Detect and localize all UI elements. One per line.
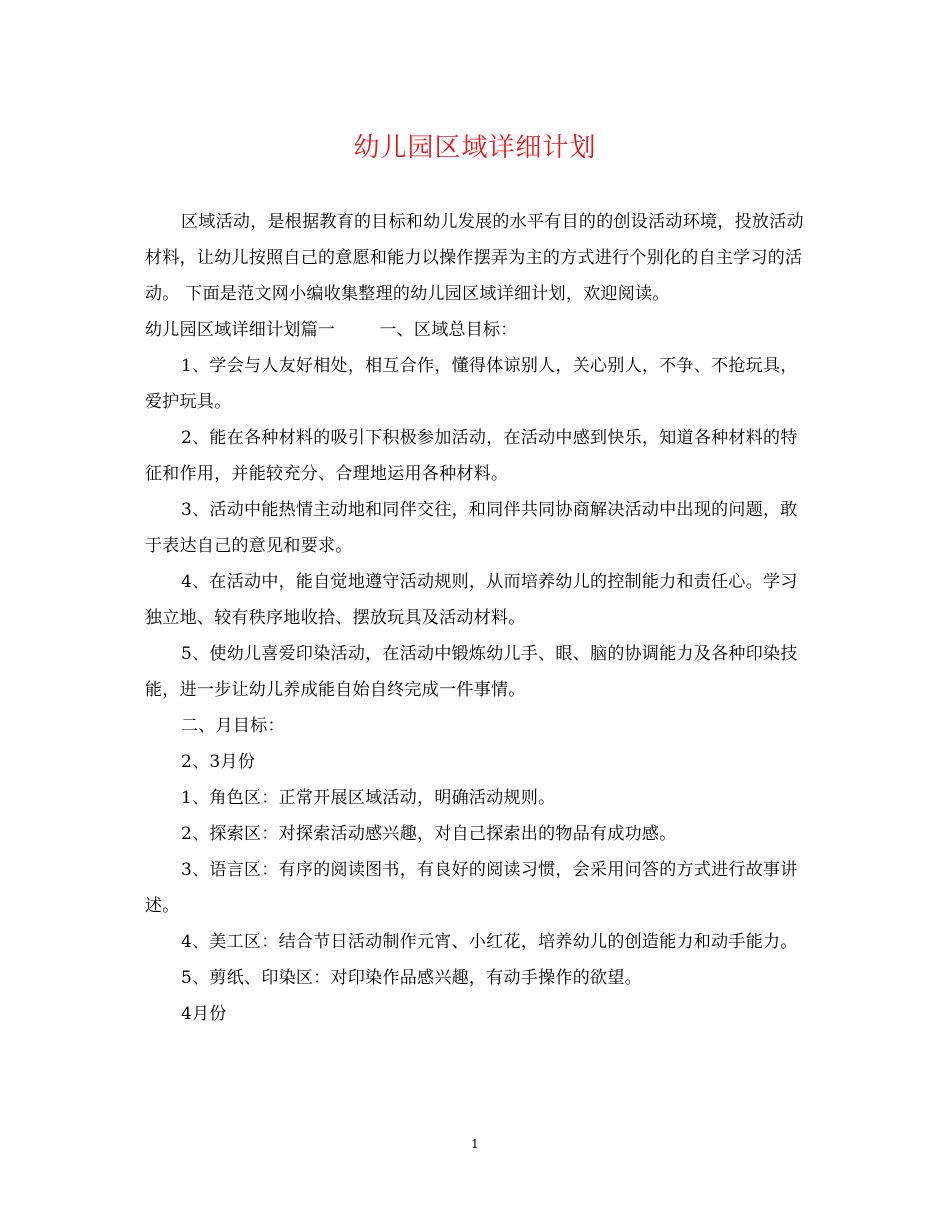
section-heading: 一、区域总目标：: [379, 320, 518, 340]
section-heading-line: [145, 312, 810, 348]
page-number: 1: [471, 1137, 479, 1151]
march-item: 5、剪纸、印染区：对印染作品感兴趣，有动手操作的欲望。: [181, 968, 642, 988]
march-item: 3、语言区：有序的阅读图书，有良好的阅读习惯，会采用问答的方式进行故事讲述。: [145, 860, 798, 916]
section-label: 幼儿园区域详细计划篇一: [145, 320, 336, 340]
goal-item: 5、使幼儿喜爱印染活动，在活动中锻炼幼儿手、眼、脑的协调能力及各种印染技能，进一步让幼儿养成能自始自终完成一件事情。: [145, 644, 798, 700]
march-item: 1、角色区：正常开展区域活动，明确活动规则。: [181, 788, 556, 808]
goal-item: 2、能在各种材料的吸引下积极参加活动，在活动中感到快乐，知道各种材料的特征和作用，并能较充分、合理地运用各种材料。: [145, 428, 798, 484]
march-item: 4、美工区：结合节日活动制作元宵、小红花，培养幼儿的创造能力和动手能力。: [181, 932, 798, 952]
goal-item: 1、学会与人友好相处，相互合作，懂得体谅别人，关心别人，不争、不抢玩具，爱护玩具。: [145, 356, 798, 412]
document-title: 幼儿园区域详细计划: [353, 133, 597, 163]
intro-paragraph: 区域活动，是根据教育的目标和幼儿发展的水平有目的的创设活动环境，投放活动材料，让幼儿按照自己的意愿和能力以操作摆弄为主的方式进行个别化的自主学习的活动。 下面是范文网小编收集整理的幼儿园区域详细计划，欢迎阅读。: [145, 212, 804, 304]
document-body: [145, 204, 810, 1032]
goal-item: 3、活动中能热情主动地和同伴交往，和同伴共同协商解决活动中出现的问题，敢于表达自己的意见和要求。: [145, 500, 798, 556]
march-item: 2、探索区：对探索活动感兴趣，对自己探索出的物品有成功感。: [181, 824, 677, 844]
month-heading: 二、月目标：: [181, 716, 285, 736]
goal-item: 4、在活动中，能自觉地遵守活动规则，从而培养幼儿的控制能力和责任心。学习独立地、较有秩序地收拾、摆放玩具及活动材料。: [145, 572, 798, 628]
april-heading: 4月份: [181, 1004, 227, 1024]
march-heading: 2、3月份: [181, 752, 256, 772]
